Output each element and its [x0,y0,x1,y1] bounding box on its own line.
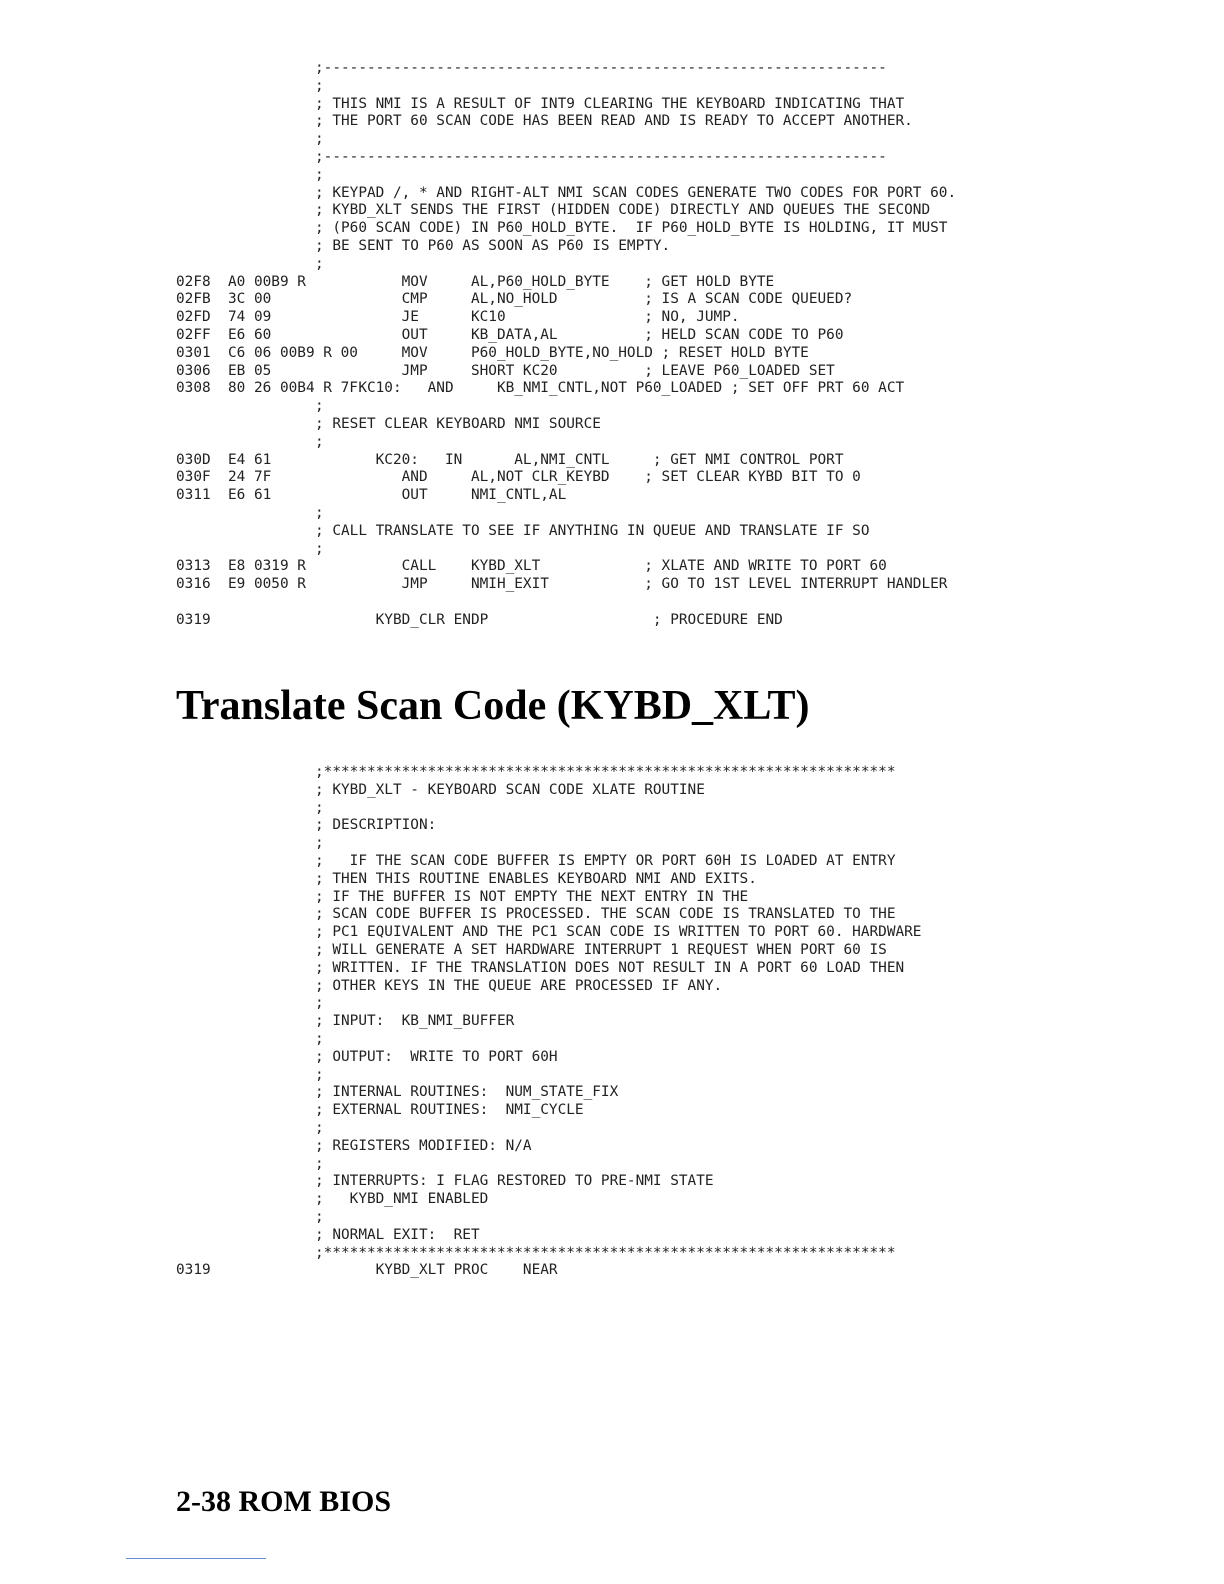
source-column: AND AL,NOT CLR_KEYBD ; SET CLEAR KYBD BIT TO 0 [315,469,861,486]
source-column: ; KYBD_XLT - KEYBOARD SCAN CODE XLATE ROUTINE [315,781,705,798]
source-column: ; [315,433,324,450]
address-column: 02FF E6 60 [176,326,272,343]
source-column: JMP SHORT KC20 ; LEAVE P60_LOADED SET [315,362,835,379]
source-column: KYBD_CLR ENDP ; PROCEDURE END [315,611,783,628]
address-column: 0319 [176,1262,211,1279]
source-column: ; [315,77,324,94]
source-column: ; WRITTEN. IF THE TRANSLATION DOES NOT RESULT IN A PORT 60 LOAD THEN [315,959,905,976]
source-column: ; DESCRIPTION: [315,817,437,834]
source-column: ; [315,1155,324,1172]
address-column: 0306 EB 05 [176,362,272,379]
source-column: ; [315,835,324,852]
address-column: 0319 [176,611,211,628]
source-column: ; BE SENT TO P60 AS SOON AS P60 IS EMPTY. [315,237,671,254]
address-column: 02F8 A0 00B9 R [176,273,306,290]
footer-rule [126,1558,266,1559]
source-column: ; THIS NMI IS A RESULT OF INT9 CLEARING THE KEYBOARD INDICATING THAT [315,95,905,112]
source-column: ; [315,255,324,272]
source-column: OUT NMI_CNTL,AL [315,487,567,504]
source-column: ; CALL TRANSLATE TO SEE IF ANYTHING IN QUEUE AND TRANSLATE IF SO [315,522,870,539]
address-column: 0301 C6 06 00B9 R 00 [176,344,358,361]
source-column: ; WILL GENERATE A SET HARDWARE INTERRUPT 1 REQUEST WHEN PORT 60 IS [315,941,887,958]
source-column: ; [315,540,324,557]
source-column: ; IF THE BUFFER IS NOT EMPTY THE NEXT ENTRY IN THE [315,888,749,905]
source-column: ;----------------------------------------------------------------- [315,148,887,165]
source-column: ; NORMAL EXIT: RET [315,1226,480,1243]
address-column: 030D E4 61 [176,451,272,468]
source-column: ; [315,1030,324,1047]
source-column: ; OUTPUT: WRITE TO PORT 60H [315,1048,558,1065]
source-column: OUT KB_DATA,AL ; HELD SCAN CODE TO P60 [315,326,844,343]
page-footer: 2-38 ROM BIOS [176,1485,392,1518]
source-column: ; [315,398,324,415]
source-column: CALL KYBD_XLT ; XLATE AND WRITE TO PORT 60 [315,558,887,575]
source-column: ;****************************************************************** [315,764,896,780]
source-column: ; INTERRUPTS: I FLAG RESTORED TO PRE-NMI STATE [315,1173,714,1190]
source-column: ; (P60 SCAN CODE) IN P60_HOLD_BYTE. IF P60_HOLD_BYTE IS HOLDING, IT MUST [315,220,948,237]
source-column: ; THE PORT 60 SCAN CODE HAS BEEN READ AND IS READY TO ACCEPT ANOTHER. [315,113,913,130]
source-column: ; OTHER KEYS IN THE QUEUE ARE PROCESSED IF ANY. [315,977,723,994]
source-column: ; [315,131,324,148]
source-column: ; KYBD_XLT SENDS THE FIRST (HIDDEN CODE) DIRECTLY AND QUEUES THE SECOND [315,202,931,219]
address-column: 02FD 74 09 [176,309,272,326]
source-column: ; [315,1119,324,1136]
source-column: ;****************************************************************** [315,1244,896,1261]
source-column: ; EXTERNAL ROUTINES: NMI_CYCLE [315,1102,584,1119]
address-column: 0313 E8 0319 R [176,558,306,575]
source-column: ; [315,1066,324,1083]
address-column: 0316 E9 0050 R [176,576,306,593]
source-column: MOV AL,P60_HOLD_BYTE ; GET HOLD BYTE [315,273,775,290]
source-column: ; [315,504,324,521]
address-column: 02FB 3C 00 [176,291,272,308]
section-heading: Translate Scan Code (KYBD_XLT) [176,683,810,729]
source-column: CMP AL,NO_HOLD ; IS A SCAN CODE QUEUED? [315,291,853,308]
source-column: ; INTERNAL ROUTINES: NUM_STATE_FIX [315,1084,619,1101]
source-column: ;----------------------------------------------------------------- [315,60,887,76]
source-column: ; [315,1208,324,1225]
source-column: JMP NMIH_EXIT ; GO TO 1ST LEVEL INTERRUPT HANDLER [315,576,948,593]
address-column: 0311 E6 61 [176,487,272,504]
source-column: KC20: IN AL,NMI_CNTL ; GET NMI CONTROL PORT [315,451,844,468]
source-column: JE KC10 ; NO, JUMP. [315,309,740,326]
source-column: ; IF THE SCAN CODE BUFFER IS EMPTY OR PORT 60H IS LOADED AT ENTRY [315,852,896,869]
source-column: MOV P60_HOLD_BYTE,NO_HOLD ; RESET HOLD BYTE [315,344,809,361]
source-column: KC10: AND KB_NMI_CNTL,NOT P60_LOADED ; SET OFF PRT 60 ACT [315,380,905,397]
source-column: ; KEYPAD /, * AND RIGHT-ALT NMI SCAN CODES GENERATE TWO CODES FOR PORT 60. [315,184,957,201]
source-column: ; [315,799,324,816]
source-column: ; [315,995,324,1012]
address-column: 0308 80 26 00B4 R 7F [176,380,358,397]
address-column: 030F 24 7F [176,469,272,486]
source-column: ; RESET CLEAR KEYBOARD NMI SOURCE [315,415,601,432]
source-column: ; PC1 EQUIVALENT AND THE PC1 SCAN CODE IS WRITTEN TO PORT 60. HARDWARE [315,924,922,941]
source-column: ; REGISTERS MODIFIED: N/A [315,1137,532,1154]
source-column: ; THEN THIS ROUTINE ENABLES KEYBOARD NMI AND EXITS. [315,870,757,887]
source-column: ; SCAN CODE BUFFER IS PROCESSED. THE SCAN CODE IS TRANSLATED TO THE [315,906,896,923]
source-column: KYBD_XLT PROC NEAR [315,1262,558,1279]
source-column: ; KYBD_NMI ENABLED [315,1191,489,1208]
source-column: ; [315,166,324,183]
source-column: ; INPUT: KB_NMI_BUFFER [315,1013,515,1030]
